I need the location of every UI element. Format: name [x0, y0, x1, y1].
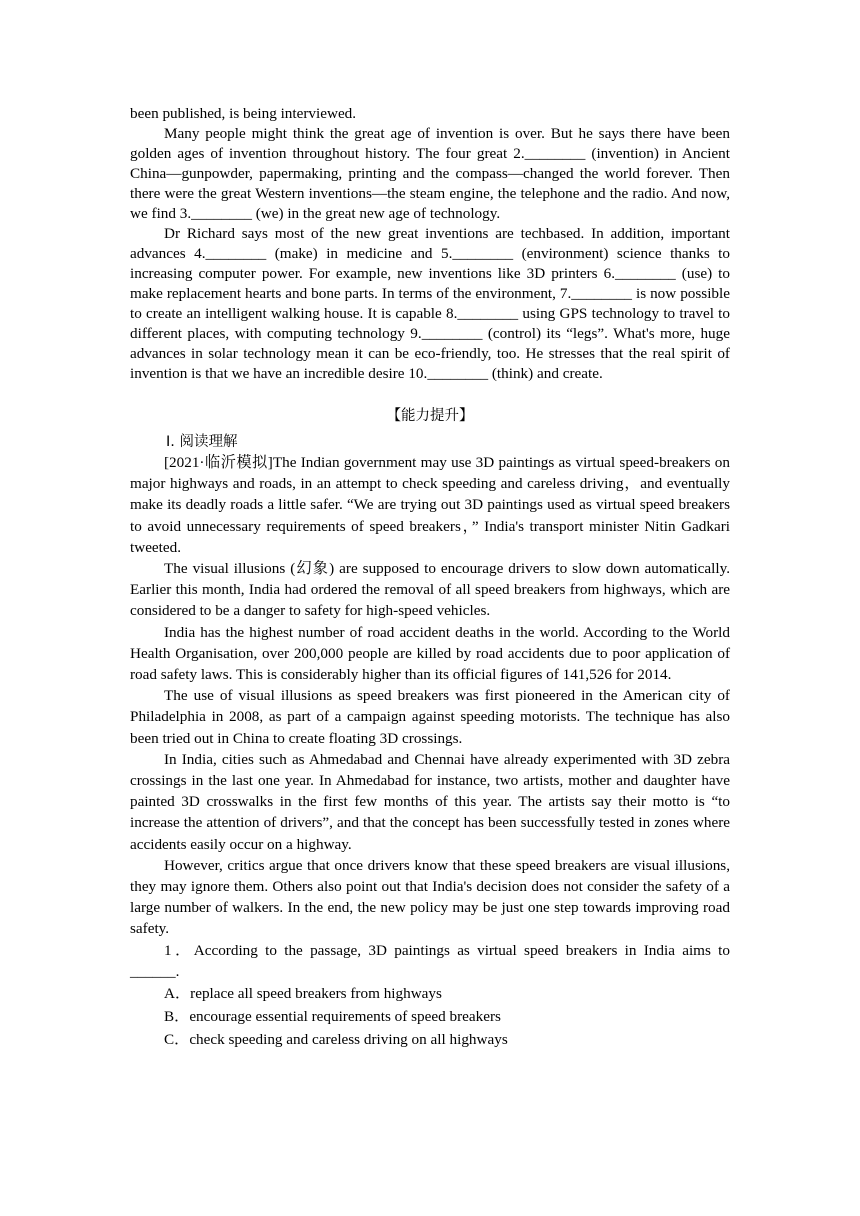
- passage-paragraph-5: In India, cities such as Ahmedabad and Chennai have already experimented with 3D zebra crossings in the last one year. In Ahmedabad for instance, two artists, mother and daughter have painted 3D crosswalks in the first few months of this year. The artists say their motto is “to increase the attention of drivers”, and that the concept has been successfully tested in zones where accidents easily occur on a highway.: [130, 750, 730, 853]
- cloze-paragraph-2: Dr Richard says most of the new great inventions are techbased. In addition, important advances 4.________ (make) in medicine and 5.________ (environment) science thanks to increasing computer power. For example, new inventions like 3D printers 6.________ (use) to make replacement hearts and bone parts. In terms of the environment, 7.________ is now possible to create an intelligent walking house. It is capable 8.________ using GPS technology to travel to different places, with computing technology 9.________ (control) its “legs”. What's more, huge advances in solar technology mean it can be eco-friendly, too. He stresses that the real spirit of invention is that we have an incredible desire 10.________ (think) and create.: [130, 225, 730, 382]
- question-1-stem: 1．According to the passage, 3D paintings as virtual speed breakers in India aims to ______.: [130, 941, 730, 980]
- passage-paragraph-6: However, critics argue that once drivers know that these speed breakers are visual illusions, they may ignore them. Others also point out that India's decision does not consider the safety of a large number of walkers. In the end, the new policy may be just one step towards improving road safety.: [130, 856, 730, 938]
- section-heading: 【能力提升】: [386, 408, 474, 424]
- question-1-option-c: C．check speeding and careless driving on all highways: [164, 1031, 508, 1049]
- passage-paragraph-3: India has the highest number of road accident deaths in the world. According to the World Health Organisation, over 200,000 people are killed by road accidents due to poor application of road safety laws. This is considerably higher than its official figures of 141,526 for 2014.: [130, 623, 730, 684]
- document-content: [130, 104, 730, 1051]
- passage-paragraph-1: [2021·临沂模拟]The Indian government may use 3D paintings as virtual speed-breakers on major highways and roads, in an attempt to check speeding and careless driving，and eventually make its deadly roads a little safer. “We are trying out 3D paintings used as virtual speed breakers to avoid unnecessary requirements of speed breakers，” India's transport minister Nitin Gadkari tweeted.: [130, 454, 730, 556]
- cloze-paragraph-1: Many people might think the great age of invention is over. But he says there have been golden ages of invention throughout history. The four great 2.________ (invention) in Ancient China—gunpowder, papermaking, printing and the compass—changed the world forever. Then there were the great Western inventions—the steam engine, the telephone and the radio. And now, we find 3.________ (we) in the great new age of technology.: [130, 125, 730, 222]
- passage-paragraph-2: The visual illusions (幻象) are supposed to encourage drivers to slow down automatically. Earlier this month, India had ordered the removal of all speed breakers from highways, which are considered to be a danger to safety for high-speed vehicles.: [130, 560, 730, 620]
- reading-passage: [130, 452, 730, 1051]
- cloze-paragraph-0: been published, is being interviewed.: [130, 105, 357, 122]
- question-1-option-b: B．encourage essential requirements of speed breakers: [164, 1008, 501, 1026]
- passage-paragraph-4: The use of visual illusions as speed breakers was first pioneered in the American city of Philadelphia in 2008, as part of a campaign against speeding motorists. The technique has also been tried out in China to create floating 3D crossings.: [130, 687, 730, 747]
- question-1-option-a: A．replace all speed breakers from highways: [164, 985, 442, 1003]
- section-label: Ⅰ. 阅读理解: [166, 434, 238, 450]
- cloze-passage: [130, 104, 730, 384]
